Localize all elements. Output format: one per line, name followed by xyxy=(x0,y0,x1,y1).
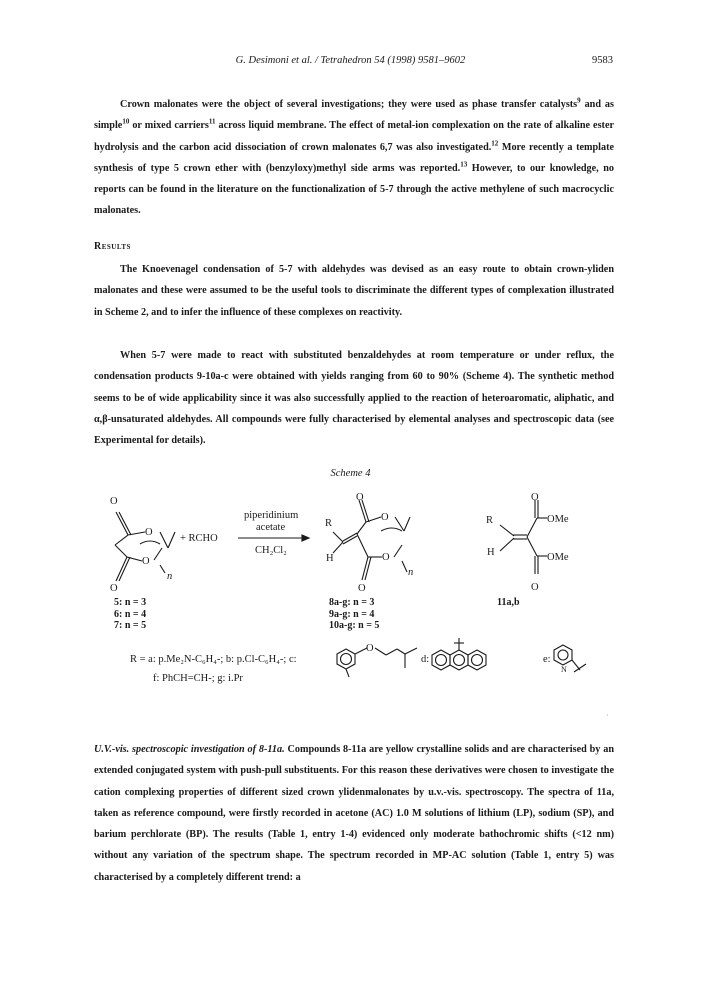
product-ester-oxygen-2: O xyxy=(382,552,390,563)
methoxy-1: OMe xyxy=(547,514,569,525)
product-oxo-1: O xyxy=(356,492,364,503)
dimethyl-ylidenmalonate-structure xyxy=(500,500,547,574)
running-title: G. Desimoni et al. / Tetrahedron 54 (1998) 9581–9602 xyxy=(235,55,466,66)
arrow-head xyxy=(302,535,309,541)
aldehyde-reagent: + RCHO xyxy=(180,533,218,544)
substituent-c-structure xyxy=(337,648,417,677)
reactant-oxo-1: O xyxy=(110,496,118,507)
reactant-n-list: 5: n = 3 6: n = 4 7: n = 5 xyxy=(114,597,147,631)
catalyst-line-2: acetate xyxy=(256,522,286,533)
reaction-scheme xyxy=(0,480,701,700)
ester-r-group: R xyxy=(486,515,494,526)
ester-oxo-1: O xyxy=(531,492,539,503)
citation-9: 9 xyxy=(577,96,581,105)
ester-oxo-2: O xyxy=(531,582,539,593)
solvent: CH₂Cl₂ xyxy=(255,545,287,556)
product-r-group: R xyxy=(325,518,333,529)
product-n-list: 8a-g: n = 3 9a-g: n = 4 10a-g: n = 5 xyxy=(329,597,380,631)
methoxy-2: OMe xyxy=(547,552,569,563)
margin-mark: · xyxy=(606,711,609,720)
substituent-e-nitrogen: N xyxy=(561,665,567,674)
reactant-ring-size: n xyxy=(167,571,173,582)
product-ester-oxygen-1: O xyxy=(381,512,389,523)
ester-hydrogen: H xyxy=(487,547,495,558)
citation-13: 13 xyxy=(460,160,468,169)
product-hydrogen: H xyxy=(326,553,334,564)
substituent-e-structure xyxy=(554,645,586,672)
compound-11-label: 11a,b xyxy=(497,597,520,608)
product-oxo-2: O xyxy=(358,583,366,594)
product-ring-size: n xyxy=(408,567,414,578)
results-paragraph-2: When 5-7 were made to react with substituted benzaldehydes at room temperature or under reflux, the condensation products 9-10a-c were obtained with yields ranging from 60 to 90% (Scheme 4). The synthetic method seems to be of wide applicability since it was also successfully applied to the reaction of heteroaromatic, aliphatic, and α,β-unsaturated aldehydes. All compounds were fully characterised by elemental analyses and spectroscopic data (see Experimental for details). xyxy=(94,350,614,447)
scheme-labels xyxy=(110,492,569,674)
citation-11: 11 xyxy=(208,117,216,126)
r-definition-line-1: R = a: p.Me₂N-C₆H₄-; b: p.Cl-C₆H₄-; c: xyxy=(130,654,297,665)
r-definition-line-2: f: PhCH=CH-; g: i.Pr xyxy=(153,673,243,684)
page-number: 9583 xyxy=(592,55,613,66)
intro-paragraph: Crown malonates were the object of several investigations; they were used as phase transfer catalysts$^9$ and as simple$^{10}$ or mixed carriers$^{11}$ across liquid membrane. The effect of metal-ion complexation on the rate of alkaline ester hydrolysis and the carbon acid dissociation of crown malonates 6,7 was also investigated.$^{12}$ More recently a template synthesis of type 5 crown ether with (benzyloxy)methyl side arms was reported.$^{13}$ However, to our knowledge, no reports can be found in the literature on the functionalization of 5-7 through the active methylene of such macrocyclic malonates. xyxy=(94,96,614,217)
label-e: e: xyxy=(543,654,551,665)
results-paragraph-1: The Knoevenagel condensation of 5-7 with aldehydes was devised as an easy route to obtain crown-yliden malonates and these were assumed to be the useful tools to discriminate the different types of complexation illustrated in Scheme 2, and to infer the influence of these complexes on reactivity. xyxy=(94,264,614,318)
label-d: d: xyxy=(421,654,430,665)
uv-paragraph-lead: U.V.-vis. spectroscopic investigation of 8-11a. xyxy=(94,744,285,755)
reactant-ester-oxygen-2: O xyxy=(142,556,150,567)
substituent-d-structure xyxy=(432,638,486,670)
reactant-crown-malonate-structure xyxy=(115,512,175,581)
uv-paragraph: U.V.-vis. spectroscopic investigation of 8-11a. Compounds 8-11a are yellow crystalline solids and are characterised by an extended conjugated system with push-pull substituents. For this reason these derivatives were chosen to investigate the cation complexing properties of different sized crown ylidenmalonates by u.v.-vis. spectroscopy. The spectra of 11a, taken as reference compound, were firstly recorded in acetone (AC) 1.0 M solutions of lithium (LP), sodium (SP), and barium perchlorate (BP). The results (Table 1, entry 1-4) evidenced only moderate bathochromic shifts (<12 nm) without any variation of the spectrum shape. The spectrum recorded in MP-AC solution (Table 1, entry 5) was characterised by a completely different trend: a xyxy=(94,744,614,883)
substituent-c-oxygen: O xyxy=(366,643,374,654)
product-crown-ylidenmalonate-structure xyxy=(333,500,410,580)
citation-12: 12 xyxy=(491,139,499,148)
reactant-ester-oxygen-1: O xyxy=(145,527,153,538)
citation-10: 10 xyxy=(122,117,130,126)
scheme-title: Scheme 4 xyxy=(330,468,371,479)
reactant-oxo-2: O xyxy=(110,583,118,594)
catalyst-line-1: piperidinium xyxy=(244,510,299,521)
section-heading-results: Results xyxy=(94,241,131,252)
